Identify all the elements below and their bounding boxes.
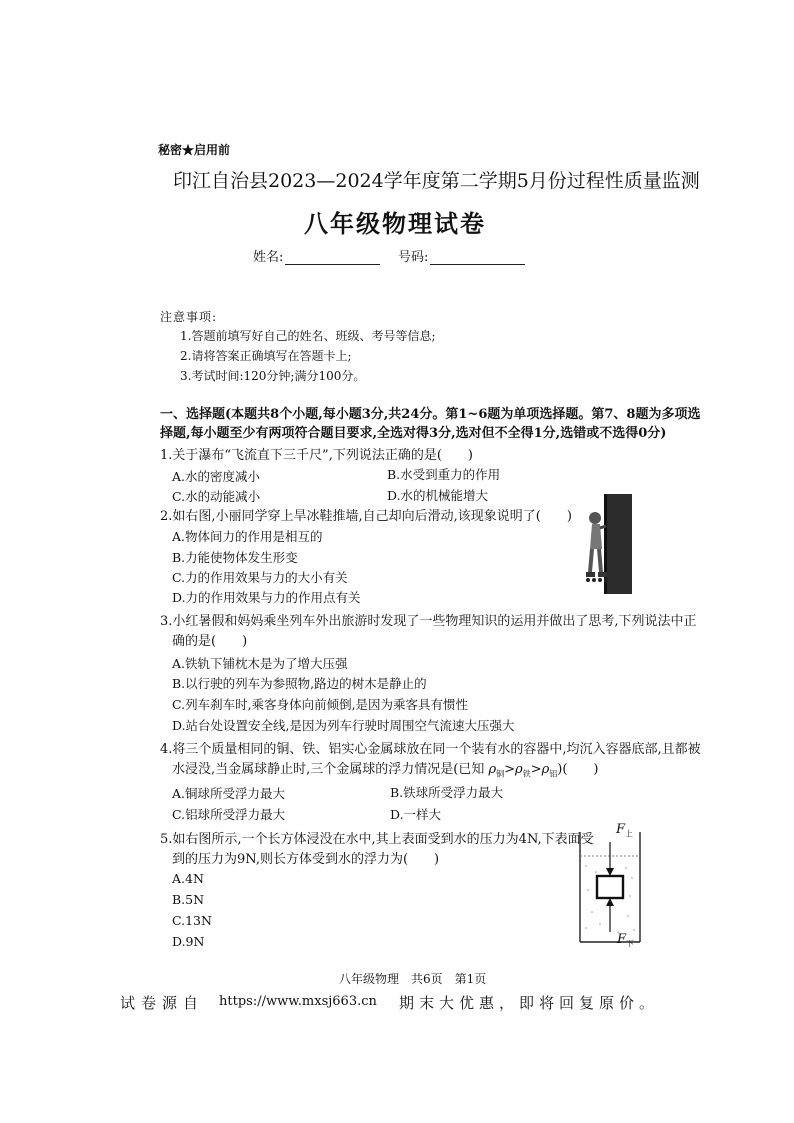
- name-label: 姓名:: [253, 250, 284, 265]
- option-c: C.铝球所受浮力最大: [172, 807, 286, 822]
- source-label: 试卷源自: [120, 994, 205, 1012]
- name-blank: [285, 252, 380, 265]
- notice-item: 2.请将答案正确填写在答题卡上;: [180, 349, 352, 363]
- submerged-block-figure: [570, 820, 650, 954]
- question-stem: 5.如右图所示,一个长方体浸没在水中,其上表面受到水的压力为4N,下表面受: [160, 832, 594, 847]
- rho-sub: 铝: [549, 769, 558, 779]
- name-field: [253, 246, 380, 265]
- force-symbol: F: [616, 822, 626, 837]
- source-url[interactable]: https://www.mxsj663.cn: [219, 994, 377, 1009]
- rho-symbol: ρ: [488, 762, 497, 777]
- option-b: B.力能使物体发生形变: [172, 550, 298, 565]
- question-stem-cont: 到的压力为9N,则长方体受到水的浮力为( ): [172, 852, 440, 867]
- option-c: C.13N: [172, 913, 212, 928]
- option-b: B.5N: [172, 892, 205, 907]
- question-stem: 1.关于瀑布“飞流直下三千尺”,下列说法正确的是( ): [160, 448, 473, 463]
- rho-symbol: ρ: [541, 762, 550, 777]
- option-d: D.力的作用效果与力的作用点有关: [172, 590, 361, 605]
- option-a: A.铜球所受浮力最大: [172, 786, 286, 801]
- skater-wall-figure: [582, 494, 632, 594]
- question-stem: 3.小红暑假和妈妈乘坐列车外出旅游时发现了一些物理知识的运用并做出了思考,下列说法中正: [160, 614, 697, 629]
- force-sub: 下: [626, 939, 635, 949]
- question-stem: 2.如右图,小丽同学穿上旱冰鞋推墙,自己却向后滑动,该现象说明了( ): [160, 509, 572, 524]
- section-instructions: 择题,每小题至少有两项符合题目要求,全选对得3分,选对但不全得1分,选错或不选得0分): [160, 426, 667, 441]
- exam-title: 印江自治县2023—2024学年度第二学期5月份过程性质量监测: [173, 170, 700, 192]
- force-bottom-label: [617, 932, 634, 950]
- section-instructions: 一、选择题(本题共8个小题,每小题3分,共24分。第1~6题为单项选择题。第7、8题为多项选: [160, 407, 701, 422]
- option-c: C.力的作用效果与力的大小有关: [172, 570, 348, 585]
- number-blank: [430, 252, 525, 265]
- promo-text: 期末大优惠，即将回复原价。: [399, 994, 660, 1012]
- stem-text: 水浸没,当金属球静止时,三个金属球的浮力情况是(已知: [172, 762, 485, 777]
- question-stem-cont: 确的是( ): [172, 634, 248, 649]
- notice-item: 1.答题前填写好自己的姓名、班级、考号等信息;: [180, 329, 436, 343]
- option-a: A.铁轨下铺枕木是为了增大压强: [172, 656, 348, 671]
- gt-symbol: >: [504, 762, 516, 777]
- force-sub: 上: [625, 829, 634, 839]
- option-c: C.列车刹车时,乘客身体向前倾倒,是因为乘客具有惯性: [172, 697, 469, 712]
- page-info: 八年级物理 共6页 第1页: [339, 972, 487, 986]
- option-a: A.物体间力的作用是相互的: [172, 529, 323, 544]
- option-b: B.水受到重力的作用: [387, 467, 501, 482]
- secret-label: 秘密★启用前: [158, 143, 231, 157]
- option-a: A.水的密度减小: [172, 469, 261, 484]
- rho-symbol: ρ: [515, 762, 523, 777]
- option-d: D.9N: [172, 934, 205, 949]
- option-b: B.以行驶的列车为参照物,路边的树木是静止的: [172, 676, 427, 691]
- rho-sub: 铜: [496, 769, 505, 779]
- option-d: D.水的机械能增大: [387, 488, 489, 503]
- number-field: [398, 246, 525, 265]
- option-b: B.铁球所受浮力最大: [390, 785, 504, 800]
- option-a: A.4N: [172, 871, 204, 886]
- question-stem-cont: [172, 758, 598, 780]
- notice-heading: 注意事项:: [160, 310, 218, 324]
- notice-item: 3.考试时间:120分钟;满分100分。: [180, 369, 366, 383]
- page-title: 八年级物理试卷: [304, 209, 486, 238]
- option-d: D.站台处设置安全线,是因为列车行驶时周围空气流速大压强大: [172, 718, 515, 733]
- number-label: 号码:: [398, 250, 429, 265]
- question-stem: 4.将三个质量相同的铜、铁、铝实心金属球放在同一个装有水的容器中,均沉入容器底部,且都被: [160, 742, 701, 757]
- gt-symbol: >: [530, 762, 542, 777]
- force-top-label: [616, 822, 633, 840]
- force-symbol: F: [617, 932, 627, 947]
- rho-sub: 铁: [522, 769, 531, 779]
- option-c: C.水的动能减小: [172, 489, 261, 504]
- option-d: D.一样大: [390, 807, 442, 822]
- stem-text: )( ): [557, 762, 599, 777]
